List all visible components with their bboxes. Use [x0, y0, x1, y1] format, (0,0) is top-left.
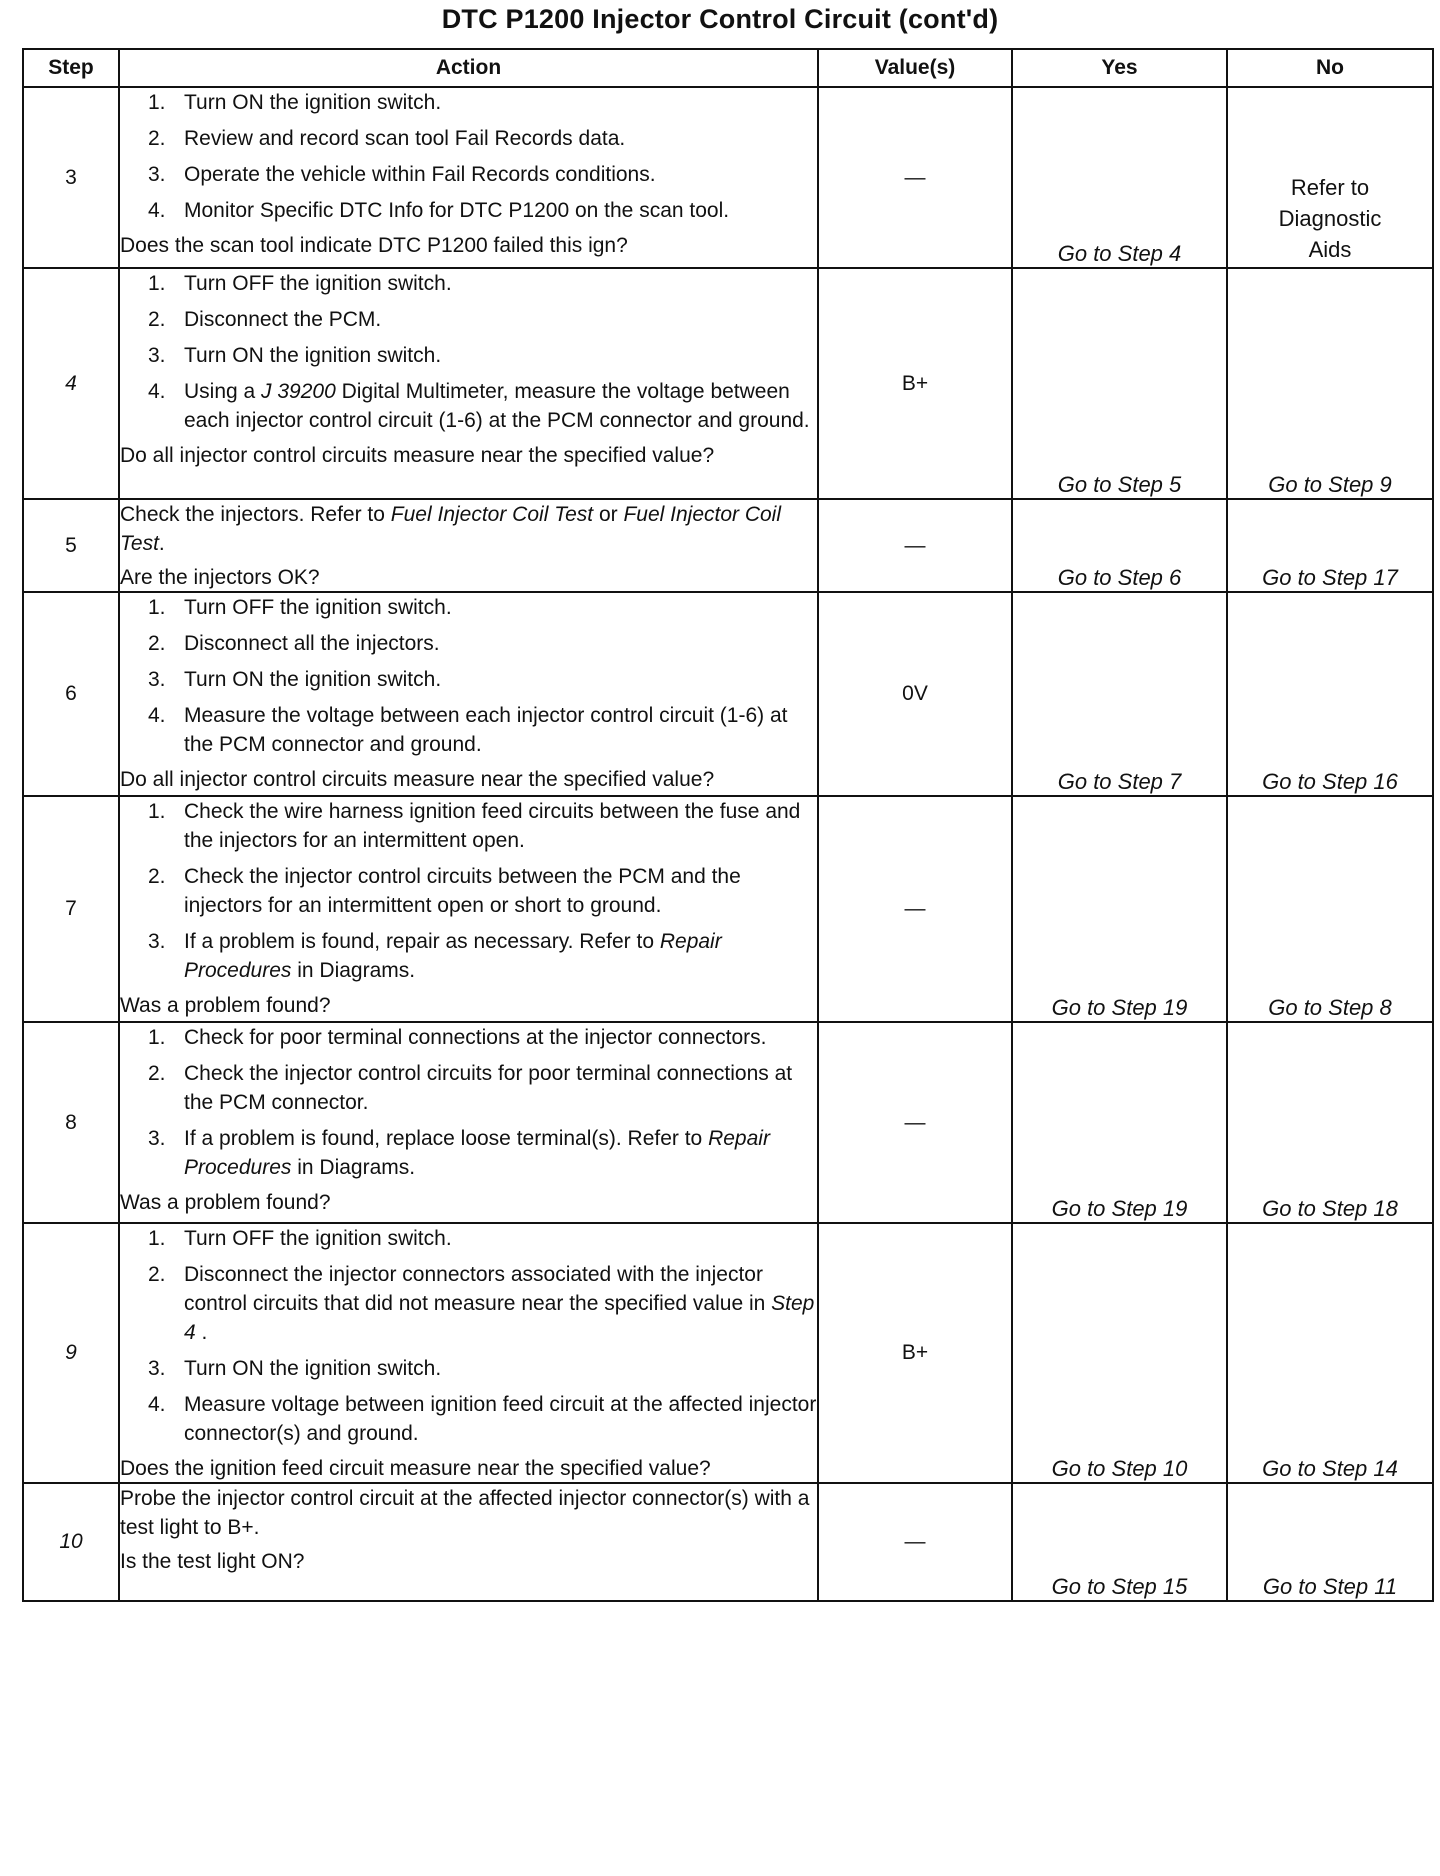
action-item	[120, 305, 817, 334]
no-result: Go to Step 11	[1227, 1483, 1433, 1601]
action-item	[120, 927, 817, 985]
action-item-number: 1.	[148, 272, 166, 295]
yes-result: Go to Step 19	[1012, 796, 1227, 1022]
header-step: Step	[23, 49, 119, 87]
action-cell	[119, 499, 818, 592]
action-cell	[119, 1483, 818, 1601]
action-item-text: Turn ON the ignition switch.	[184, 344, 442, 367]
action-question: Does the ignition feed circuit measure near the specified value?	[120, 1457, 711, 1480]
action-item-text: .	[195, 1321, 208, 1344]
action-cell	[119, 1022, 818, 1223]
action-item	[120, 341, 817, 370]
action-item-number: 3.	[148, 1127, 166, 1150]
step-number: 8	[23, 1022, 119, 1223]
action-item	[120, 629, 817, 658]
action-item-number: 1.	[148, 596, 166, 619]
action-item-text: Measure voltage between ignition feed circuit at the affected injector connector(s) and ground.	[184, 1393, 817, 1445]
value-text: —	[904, 1110, 926, 1134]
no-result: Go to Step 16	[1227, 592, 1433, 796]
value-cell	[818, 87, 1012, 268]
yes-result: Go to Step 4	[1012, 87, 1227, 268]
action-cell	[119, 592, 818, 796]
action-item-text: Digital Multimeter, measure the voltage between each injector control circuit (1-6) at the PCM connector and ground.	[184, 380, 810, 432]
action-cell	[119, 268, 818, 499]
table-row	[23, 268, 1433, 499]
no-result: Go to Step 8	[1227, 796, 1433, 1022]
action-item-text: If a problem is found, replace loose terminal(s). Refer to	[184, 1127, 709, 1150]
action-item-text: in Diagrams.	[291, 959, 416, 982]
action-paragraph	[120, 500, 817, 558]
action-item	[120, 593, 817, 622]
action-item-text: Using a	[184, 380, 262, 403]
action-text: Probe the injector control circuit at the affected injector connector(s) with a test light to B+.	[120, 1487, 810, 1539]
action-item	[120, 701, 817, 759]
yes-result: Go to Step 5	[1012, 268, 1227, 499]
action-cell	[119, 796, 818, 1022]
action-item-number: 1.	[148, 800, 166, 823]
table-row	[23, 1223, 1433, 1483]
value-cell	[818, 268, 1012, 499]
value-text: 0V	[902, 682, 928, 705]
action-question: Do all injector control circuits measure near the specified value?	[120, 768, 715, 791]
value-text: B+	[901, 1341, 929, 1364]
table-row	[23, 1022, 1433, 1223]
action-reference: Fuel Injector Coil Test	[390, 503, 594, 526]
action-item-number: 1.	[148, 1026, 166, 1049]
action-question: Are the injectors OK?	[120, 566, 320, 589]
yes-result: Go to Step 6	[1012, 499, 1227, 592]
action-item-number: 2.	[148, 308, 166, 331]
step-number: 10	[23, 1483, 119, 1601]
table-row	[23, 499, 1433, 592]
value-text: —	[904, 533, 926, 557]
action-item-text: Turn ON the ignition switch.	[184, 668, 442, 691]
action-item-number: 3.	[148, 163, 166, 186]
action-item-number: 2.	[148, 632, 166, 655]
action-item-number: 3.	[148, 930, 166, 953]
header-yes: Yes	[1012, 49, 1227, 87]
action-text: Check the injectors. Refer to	[120, 503, 391, 526]
action-item	[120, 196, 817, 225]
no-result: Go to Step 17	[1227, 499, 1433, 592]
yes-result: Go to Step 7	[1012, 592, 1227, 796]
action-reference: Fuel Injector Coil Test	[120, 503, 782, 555]
action-list	[120, 1023, 817, 1182]
action-item-number: 2.	[148, 865, 166, 888]
step-number: 7	[23, 796, 119, 1022]
action-item-text: Check for poor terminal connections at the injector connectors.	[184, 1026, 767, 1049]
value-cell	[818, 1223, 1012, 1483]
action-question: Do all injector control circuits measure near the specified value?	[120, 444, 715, 467]
step-number: 6	[23, 592, 119, 796]
action-item-text: Turn ON the ignition switch.	[184, 91, 442, 114]
action-question: Was a problem found?	[120, 994, 331, 1017]
value-text: —	[904, 897, 926, 920]
yes-result: Go to Step 19	[1012, 1022, 1227, 1223]
action-item	[120, 88, 817, 117]
action-item-number: 4.	[148, 704, 166, 727]
value-cell	[818, 1483, 1012, 1601]
action-item-number: 3.	[148, 344, 166, 367]
action-item-number: 1.	[148, 91, 166, 114]
action-item	[120, 1124, 817, 1182]
action-list	[120, 593, 817, 759]
value-cell	[818, 1022, 1012, 1223]
header-row	[23, 49, 1433, 87]
action-text: or	[593, 503, 624, 526]
action-list	[120, 797, 817, 985]
value-text: B+	[901, 371, 929, 395]
action-item-text: in Diagrams.	[291, 1156, 416, 1179]
step-number: 9	[23, 1223, 119, 1483]
action-item-text: Check the wire harness ignition feed circuits between the fuse and the injectors for an intermittent open.	[184, 800, 801, 852]
action-item	[120, 160, 817, 189]
action-item-text: Operate the vehicle within Fail Records conditions.	[184, 163, 656, 186]
yes-result: Go to Step 10	[1012, 1223, 1227, 1483]
header-action: Action	[119, 49, 818, 87]
action-item-text: Disconnect the PCM.	[184, 308, 382, 331]
action-item-reference: Repair Procedures	[184, 1127, 770, 1179]
action-question: Was a problem found?	[120, 1191, 331, 1214]
action-cell	[119, 1223, 818, 1483]
table-row	[23, 796, 1433, 1022]
action-item-number: 3.	[148, 1357, 166, 1380]
step-number: 3	[23, 87, 119, 268]
action-item-text: Review and record scan tool Fail Records data.	[184, 127, 626, 150]
action-item-text: If a problem is found, repair as necessary. Refer to	[184, 930, 660, 953]
diagnostic-table	[22, 48, 1434, 1602]
action-item-text: Disconnect the injector connectors associated with the injector control circuits that did not measure near the specified value in	[184, 1263, 772, 1315]
action-item-text: Disconnect all the injectors.	[184, 632, 440, 655]
action-item	[120, 1390, 817, 1448]
action-item-reference: Step 4	[184, 1292, 815, 1344]
action-item-text: Turn OFF the ignition switch.	[184, 596, 452, 619]
step-number: 4	[23, 268, 119, 499]
action-item-text: Check the injector control circuits between the PCM and the injectors for an intermittent open or short to ground.	[184, 865, 741, 917]
action-item-text: Measure the voltage between each injector control circuit (1-6) at the PCM connector and ground.	[184, 704, 788, 756]
action-cell	[119, 87, 818, 268]
action-item-number: 4.	[148, 199, 166, 222]
action-item-text: Monitor Specific DTC Info for DTC P1200 on the scan tool.	[184, 199, 730, 222]
action-item	[120, 1059, 817, 1117]
action-item-text: Turn OFF the ignition switch.	[184, 272, 452, 295]
header-value: Value(s)	[818, 49, 1012, 87]
action-item-number: 2.	[148, 127, 166, 150]
action-text: .	[158, 532, 165, 555]
action-item-number: 1.	[148, 1227, 166, 1250]
action-item-number: 4.	[148, 380, 166, 403]
action-item-text: Turn ON the ignition switch.	[184, 1357, 442, 1380]
action-item-number: 4.	[148, 1393, 166, 1416]
value-cell	[818, 592, 1012, 796]
action-item	[120, 1260, 817, 1347]
action-item	[120, 377, 817, 435]
action-item-text: Turn OFF the ignition switch.	[184, 1227, 452, 1250]
action-item-number: 2.	[148, 1062, 166, 1085]
action-item	[120, 797, 817, 855]
action-item	[120, 665, 817, 694]
action-item	[120, 1023, 817, 1052]
value-text: —	[904, 1530, 926, 1553]
value-cell	[818, 499, 1012, 592]
action-question: Is the test light ON?	[120, 1550, 305, 1573]
table-row	[23, 1483, 1433, 1601]
no-result: Go to Step 18	[1227, 1022, 1433, 1223]
value-cell	[818, 796, 1012, 1022]
action-item-text: Check the injector control circuits for poor terminal connections at the PCM connector.	[184, 1062, 793, 1114]
action-question: Does the scan tool indicate DTC P1200 failed this ign?	[120, 234, 628, 257]
action-item	[120, 124, 817, 153]
action-item-number: 3.	[148, 668, 166, 691]
no-result: Refer to Diagnostic Aids	[1227, 87, 1433, 268]
page-title: DTC P1200 Injector Control Circuit (cont'd)	[441, 4, 999, 34]
action-list	[120, 88, 817, 225]
action-list	[120, 1224, 817, 1448]
no-result: Go to Step 9	[1227, 268, 1433, 499]
header-no: No	[1227, 49, 1433, 87]
no-result: Go to Step 14	[1227, 1223, 1433, 1483]
table-row	[23, 87, 1433, 268]
action-item	[120, 1354, 817, 1383]
action-item-reference: Repair Procedures	[184, 930, 722, 982]
table-row	[23, 592, 1433, 796]
action-item	[120, 269, 817, 298]
value-text: —	[904, 165, 926, 189]
step-number: 5	[23, 499, 119, 592]
action-item	[120, 862, 817, 920]
action-paragraph	[120, 1484, 817, 1542]
action-item-reference: J 39200	[261, 380, 336, 403]
action-list	[120, 269, 817, 435]
action-item	[120, 1224, 817, 1253]
action-item-number: 2.	[148, 1263, 166, 1286]
yes-result: Go to Step 15	[1012, 1483, 1227, 1601]
